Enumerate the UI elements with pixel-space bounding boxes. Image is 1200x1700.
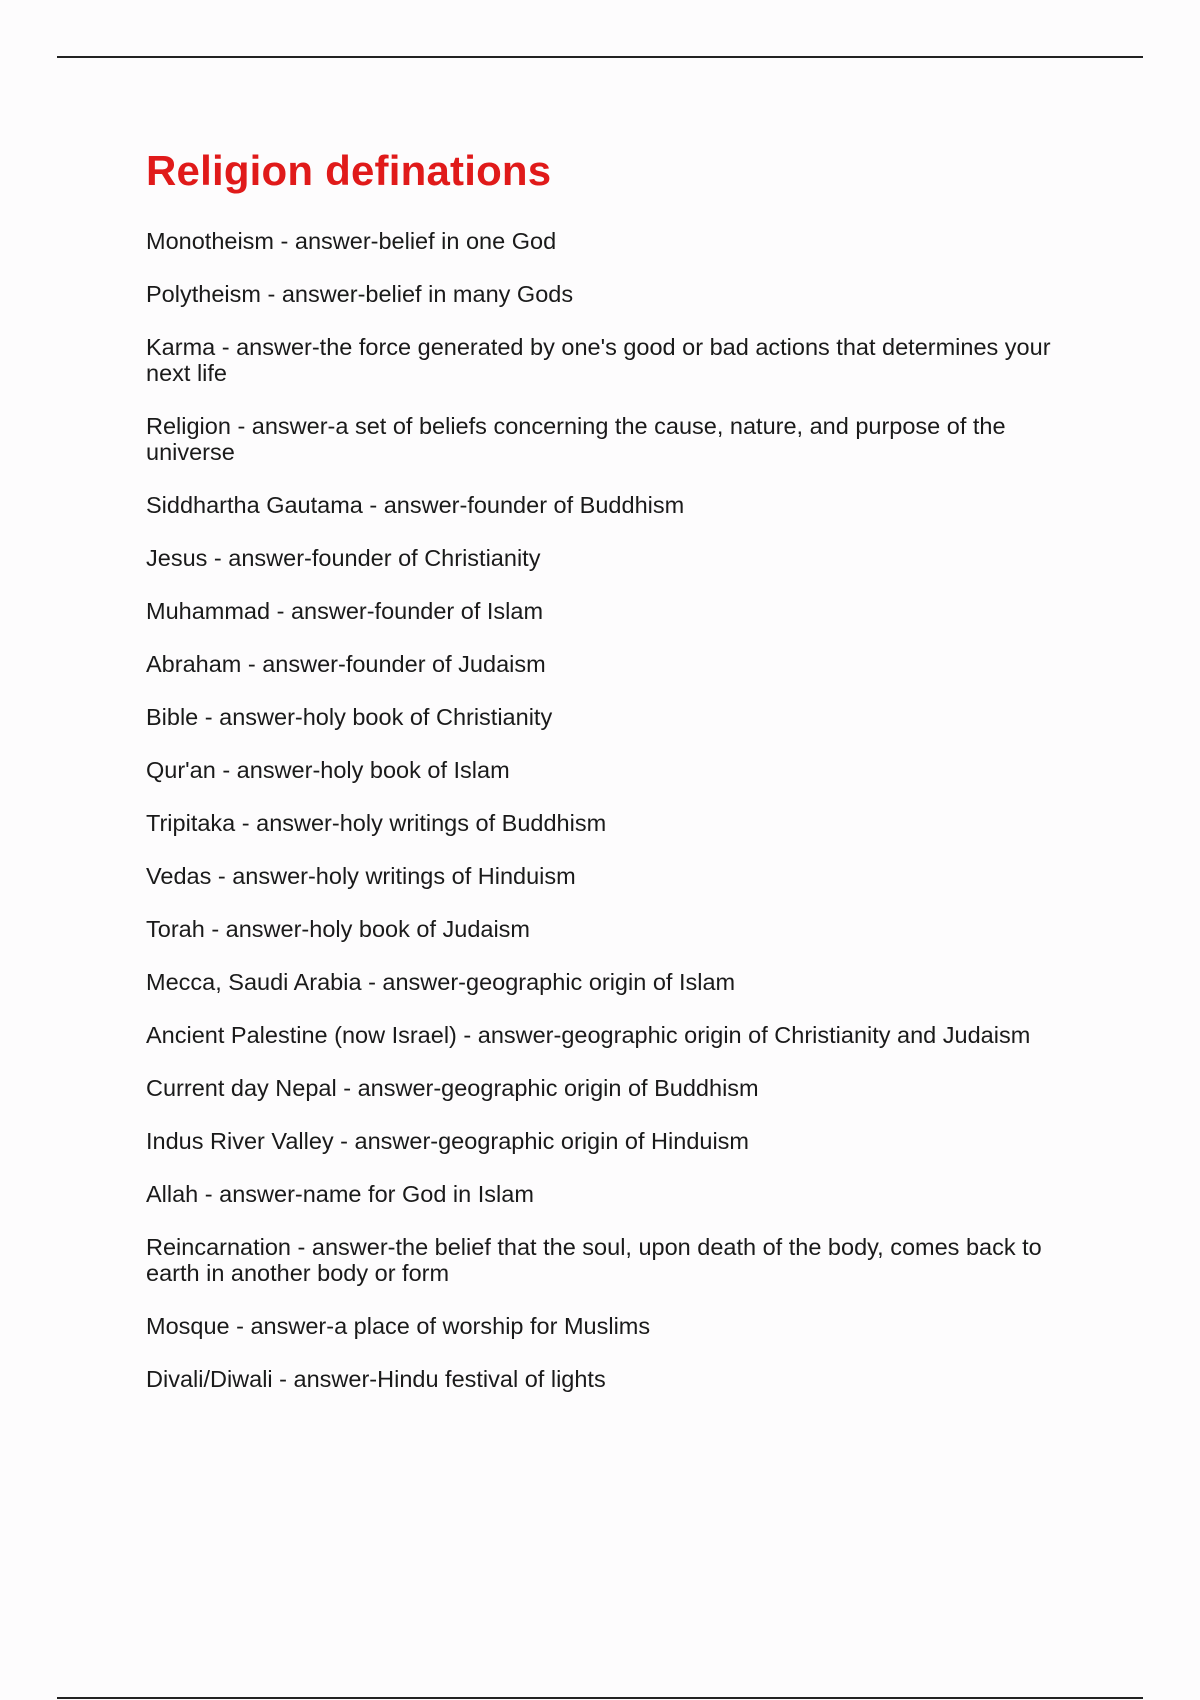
entry-reincarnation: Reincarnation - answer-the belief that the soul, upon death of the body, comes back to earth in another body or form bbox=[146, 1234, 1042, 1286]
entry-vedas: Vedas - answer-holy writings of Hinduism bbox=[146, 863, 576, 889]
bottom-rule bbox=[57, 1697, 1143, 1699]
entry-religion: Religion - answer-a set of beliefs concerning the cause, nature, and purpose of the universe bbox=[146, 413, 1006, 465]
entry-tripitaka: Tripitaka - answer-holy writings of Buddhism bbox=[146, 810, 607, 836]
entry-mecca: Mecca, Saudi Arabia - answer-geographic origin of Islam bbox=[146, 969, 736, 995]
entry-indus-river-valley: Indus River Valley - answer-geographic origin of Hinduism bbox=[146, 1128, 750, 1154]
entry-ancient-palestine: Ancient Palestine (now Israel) - answer-geographic origin of Christianity and Judaism bbox=[146, 1022, 1031, 1048]
entry-polytheism: Polytheism - answer-belief in many Gods bbox=[146, 281, 574, 307]
document-title: Religion definations bbox=[146, 147, 552, 194]
entry-torah: Torah - answer-holy book of Judaism bbox=[146, 916, 531, 942]
entry-nepal: Current day Nepal - answer-geographic origin of Buddhism bbox=[146, 1075, 759, 1101]
entry-abraham: Abraham - answer-founder of Judaism bbox=[146, 651, 546, 677]
entry-mosque: Mosque - answer-a place of worship for Muslims bbox=[146, 1313, 651, 1339]
entry-monotheism: Monotheism - answer-belief in one God bbox=[146, 228, 557, 254]
entry-muhammad: Muhammad - answer-founder of Islam bbox=[146, 598, 544, 624]
entry-bible: Bible - answer-holy book of Christianity bbox=[146, 704, 553, 730]
entry-allah: Allah - answer-name for God in Islam bbox=[146, 1181, 534, 1207]
entry-karma: Karma - answer-the force generated by one's good or bad actions that determines your next life bbox=[146, 334, 1051, 386]
entry-diwali: Divali/Diwali - answer-Hindu festival of lights bbox=[146, 1366, 606, 1392]
entry-jesus: Jesus - answer-founder of Christianity bbox=[146, 545, 541, 571]
document-body bbox=[146, 141, 1086, 1419]
entry-siddhartha-gautama: Siddhartha Gautama - answer-founder of Buddhism bbox=[146, 492, 685, 518]
entry-quran: Qur'an - answer-holy book of Islam bbox=[146, 757, 510, 783]
top-rule bbox=[57, 56, 1143, 58]
